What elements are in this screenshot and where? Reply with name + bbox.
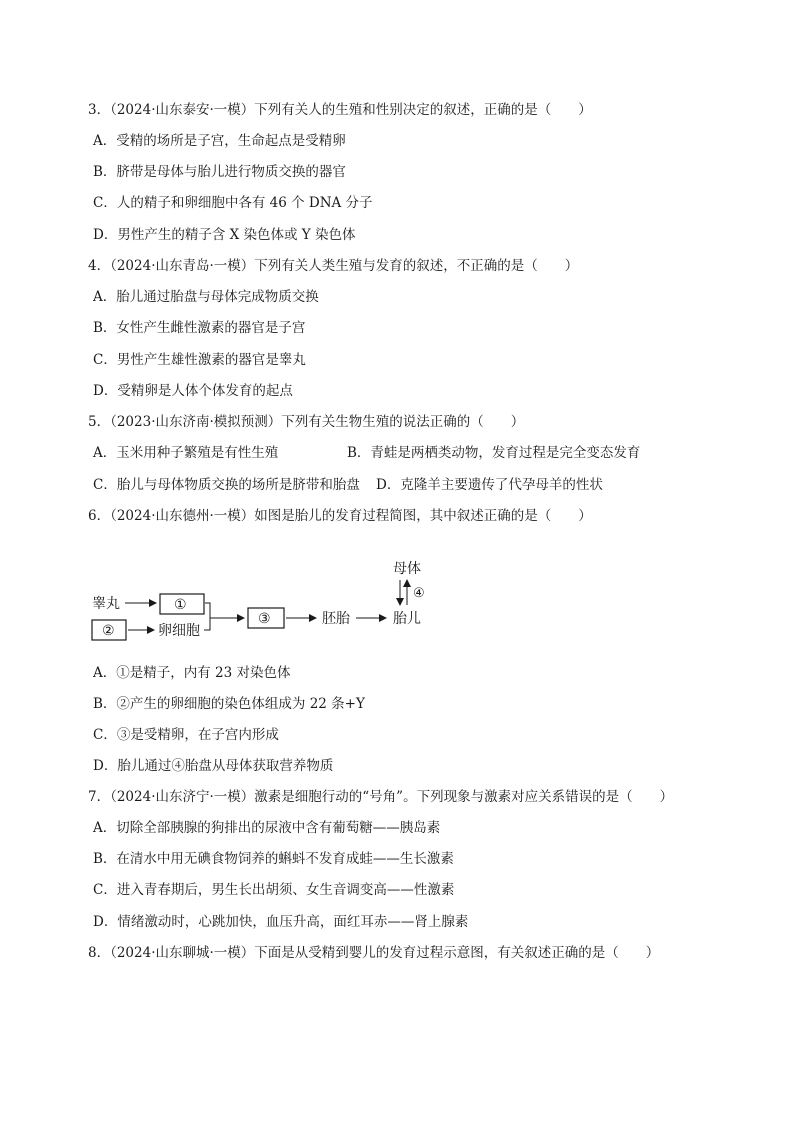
question-6-stem: 6．（2024·山东德州·一模）如图是胎儿的发育过程简图，其中叙述正确的是（ ） — [88, 508, 592, 524]
question-3-option-a: A．受精的场所是子宫，生命起点是受精卵 — [93, 133, 346, 149]
merge-bracket — [204, 603, 210, 630]
fetal-development-diagram — [90, 556, 440, 646]
question-7-option-a: A．切除全部胰腺的狗排出的尿液中含有葡萄糖——胰岛素 — [93, 820, 441, 836]
question-7-option-d: D．情绪激动时，心跳加快，血压升高，面红耳赤——肾上腺素 — [93, 914, 469, 930]
question-5-option-d: D．克隆羊主要遗传了代孕母羊的性状 — [376, 477, 603, 493]
question-6-option-c: C．③是受精卵，在子宫内形成 — [93, 727, 279, 743]
question-4-option-b: B．女性产生雌性激素的器官是子宫 — [93, 320, 306, 336]
label-mother: 母体 — [393, 561, 421, 577]
question-3-option-c: C．人的精子和卵细胞中各有 46 个 DNA 分子 — [93, 195, 373, 211]
question-3-option-d: D．男性产生的精子含 X 染色体或 Y 染色体 — [93, 227, 356, 243]
question-5-option-a: A．玉米用种子繁殖是有性生殖 — [93, 445, 279, 461]
question-5-stem: 5．（2023·山东济南·模拟预测）下列有关生物生殖的说法正确的（ ） — [88, 414, 525, 430]
question-7-option-c: C．进入青春期后，男生长出胡须、女生音调变高——性激素 — [93, 882, 455, 898]
question-5-option-c: C．胎儿与母体物质交换的场所是脐带和胎盘 — [93, 477, 360, 493]
question-4-option-c: C．男性产生雄性激素的器官是睾丸 — [93, 352, 306, 368]
label-box2: ② — [102, 623, 115, 639]
label-fetus: 胎儿 — [393, 611, 421, 627]
label-embryo: 胚胎 — [322, 611, 350, 627]
question-4-stem: 4．（2024·山东青岛·一模）下列有关人类生殖与发育的叙述，不正确的是（ ） — [88, 258, 579, 274]
label-box1: ① — [174, 597, 187, 613]
label-testis: 睾丸 — [92, 596, 120, 612]
question-4-option-a: A．胎儿通过胎盘与母体完成物质交换 — [93, 289, 319, 305]
label-egg: 卵细胞 — [158, 623, 200, 639]
question-6-option-b: B．②产生的卵细胞的染色体组成为 22 条+Y — [93, 696, 365, 712]
question-5-option-b: B．青蛙是两栖类动物，发育过程是完全变态发育 — [347, 445, 641, 461]
question-3-stem: 3．（2024·山东泰安·一模）下列有关人的生殖和性别决定的叙述，正确的是（ ） — [88, 102, 592, 118]
label-box3: ③ — [258, 611, 271, 627]
question-7-stem: 7．（2024·山东济宁·一模）激素是细胞行动的“号角”。下列现象与激素对应关系错误的是（ ） — [88, 789, 674, 805]
question-7-option-b: B．在清水中用无碘食物饲养的蝌蚪不发育成蛙——生长激素 — [93, 851, 454, 867]
question-6-option-a: A．①是精子，内有 23 对染色体 — [93, 665, 291, 681]
question-3-option-b: B．脐带是母体与胎儿进行物质交换的器官 — [93, 164, 346, 180]
question-8-stem: 8．（2024·山东聊城·一模）下面是从受精到婴儿的发育过程示意图，有关叙述正确的是（ ） — [88, 945, 660, 961]
question-4-option-d: D．受精卵是人体个体发育的起点 — [93, 383, 293, 399]
label-circle4: ④ — [413, 586, 425, 601]
question-6-option-d: D．胎儿通过④胎盘从母体获取营养物质 — [93, 758, 334, 774]
